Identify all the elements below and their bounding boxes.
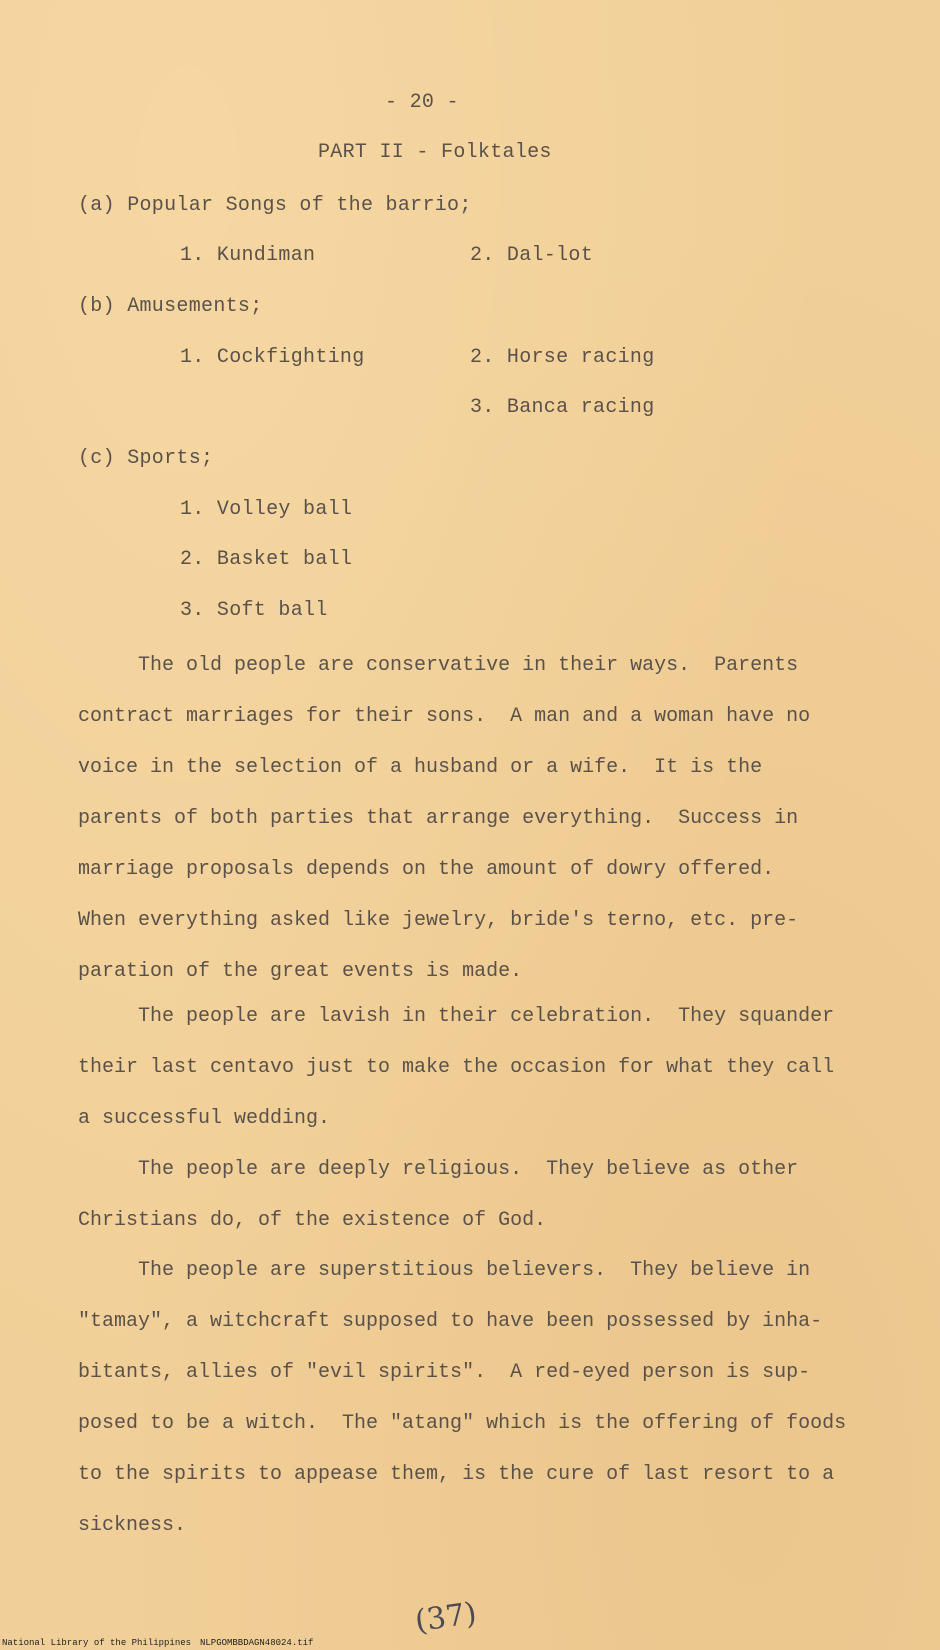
paragraph-superstitious (78, 1245, 888, 1551)
list-item: 2. Horse racing (470, 346, 655, 369)
paragraph-conservative (78, 640, 888, 997)
paragraph-religious (78, 1144, 888, 1246)
list-item: 1. Cockfighting (180, 346, 365, 369)
list-item: 2. Dal-lot (470, 244, 594, 267)
list-item: 3. Soft ball (180, 599, 328, 622)
section-b-heading: (b) Amusements; (78, 295, 263, 318)
paragraph-lavish (78, 991, 888, 1144)
paragraph-line: sickness. (78, 1514, 187, 1537)
footer-library: National Library of the Philippines (2, 1638, 192, 1648)
list-item: 2. Basket ball (180, 548, 353, 571)
list-item: 1. Volley ball (180, 498, 353, 521)
section-a-heading: (a) Popular Songs of the barrio; (78, 194, 472, 217)
footer-filename: NLPGOMBBDAGN48024.tif (200, 1638, 314, 1648)
list-item: 3. Banca racing (470, 396, 655, 419)
paragraph-line: parents of both parties that arrange everything. Success in (78, 807, 799, 830)
page-number: - 20 - (385, 91, 459, 114)
paragraph-line: The people are superstitious believers. They believe in (78, 1259, 811, 1282)
paragraph-line: The people are deeply religious. They believe as other (78, 1158, 799, 1181)
paragraph-line: a successful wedding. (78, 1107, 331, 1130)
paragraph-line: voice in the selection of a husband or a wife. It is the (78, 756, 763, 779)
handwritten-page-mark: (37) (412, 1595, 479, 1640)
paragraph-line: contract marriages for their sons. A man and a woman have no (78, 705, 811, 728)
paragraph-line: marriage proposals depends on the amount of dowry offered. (78, 858, 775, 881)
paragraph-line: paration of the great events is made. (78, 960, 523, 983)
paragraph-line: The old people are conservative in their ways. Parents (78, 654, 799, 677)
list-item: 1. Kundiman (180, 244, 316, 267)
paragraph-line: When everything asked like jewelry, bride's terno, etc. pre- (78, 909, 799, 932)
paragraph-line: The people are lavish in their celebration. They squander (78, 1005, 835, 1028)
paragraph-line: to the spirits to appease them, is the cure of last resort to a (78, 1463, 835, 1486)
paragraph-line: their last centavo just to make the occasion for what they call (78, 1056, 835, 1079)
paragraph-line: "tamay", a witchcraft supposed to have been possessed by inha- (78, 1310, 823, 1333)
paragraph-line: posed to be a witch. The "atang" which is the offering of foods (78, 1412, 847, 1435)
paragraph-line: bitants, allies of "evil spirits". A red-eyed person is sup- (78, 1361, 811, 1384)
paragraph-line: Christians do, of the existence of God. (78, 1209, 547, 1232)
part-title: PART II - Folktales (318, 141, 552, 164)
section-c-heading: (c) Sports; (78, 447, 214, 470)
